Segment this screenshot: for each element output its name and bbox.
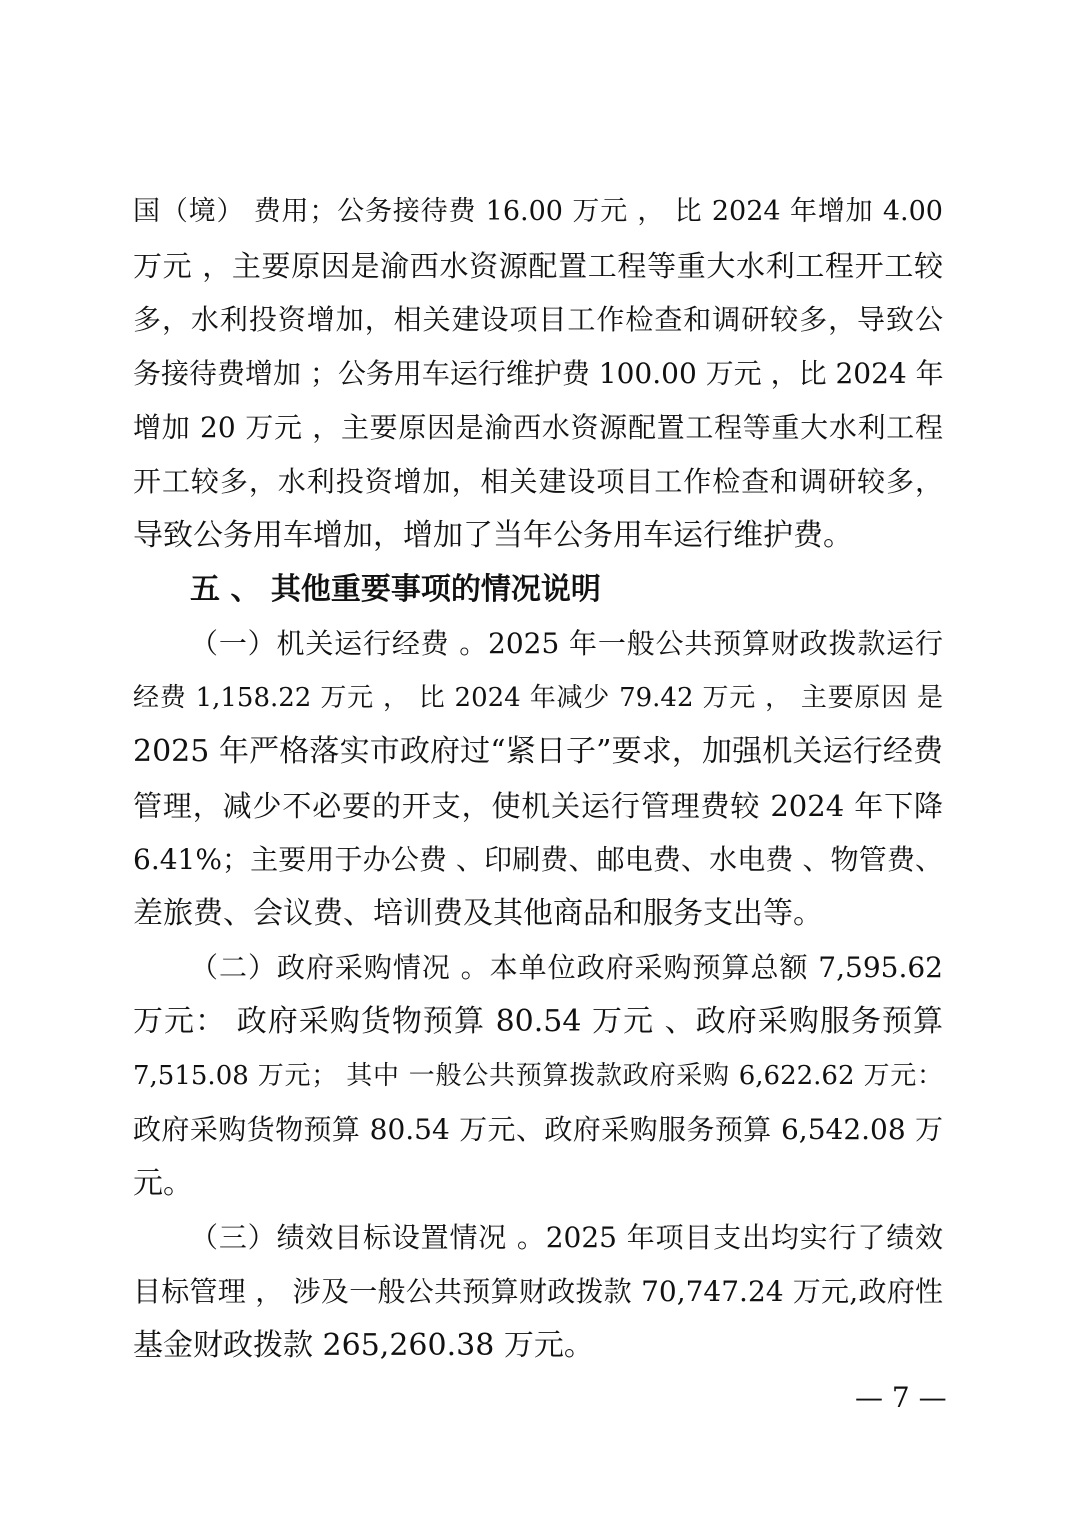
body-text-line: 政府采购货物预算 80.54 万元、政府采购服务预算 6,542.08 万: [133, 1113, 943, 1146]
body-text-line: 万元 ，主要原因是渝西水资源配置工程等重大水利工程开工较: [133, 249, 943, 283]
body-text-line: 经费 1,158.22 万元 ， 比 2024 年减少 79.42 万元 ， 主要原因 是: [133, 683, 943, 713]
body-text-line: 7,515.08 万元； 其中 一般公共预算拨款政府采购 6,622.62 万元：: [133, 1061, 943, 1091]
page-number: — 7 —: [855, 1381, 947, 1414]
body-text-line: 增加 20 万元 ，主要原因是渝西水资源配置工程等重大水利工程: [133, 411, 943, 444]
body-text-line: 多，水利投资增加，相关建设项目工作检查和调研较多，导致公: [133, 303, 943, 336]
section-heading: 五 、 其他重要事项的情况说明: [190, 572, 601, 607]
body-text-line: 开工较多，水利投资增加，相关建设项目工作检查和调研较多，: [133, 465, 943, 498]
body-text-line: 元。: [133, 1166, 193, 1201]
body-text-line: 导致公务用车增加，增加了当年公务用车运行维护费。: [133, 518, 853, 553]
body-text-line: 万元： 政府采购货物预算 80.54 万元 、政府采购服务预算: [133, 1004, 943, 1039]
body-text-line: 基金财政拨款 265,260.38 万元。: [133, 1328, 594, 1363]
body-text-line: 国（境） 费用；公务接待费 16.00 万元 ， 比 2024 年增加 4.00: [133, 196, 943, 227]
body-text-line: 2025 年严格落实市政府过“紧日子”要求，加强机关运行经费: [133, 734, 943, 769]
body-text-line: 差旅费、会议费、培训费及其他商品和服务支出等。: [133, 896, 823, 931]
paragraph-first-line: （二）政府采购情况 。本单位政府采购预算总额 7,595.62: [190, 951, 943, 984]
paragraph-first-line: （三）绩效目标设置情况 。2025 年项目支出均实行了绩效: [190, 1221, 943, 1254]
body-text-line: 务接待费增加 ；公务用车运行维护费 100.00 万元 ，比 2024 年: [133, 357, 944, 390]
body-text-line: 管理，减少不必要的开支，使机关运行管理费较 2024 年下降: [133, 789, 943, 823]
body-text-line: 6.41%；主要用于办公费 、印刷费、邮电费、水电费 、物管费、: [133, 843, 943, 876]
paragraph-first-line: （一）机关运行经费 。2025 年一般公共预算财政拨款运行: [190, 627, 943, 660]
body-text-line: 目标管理 ， 涉及一般公共预算财政拨款 70,747.24 万元,政府性: [133, 1275, 943, 1308]
